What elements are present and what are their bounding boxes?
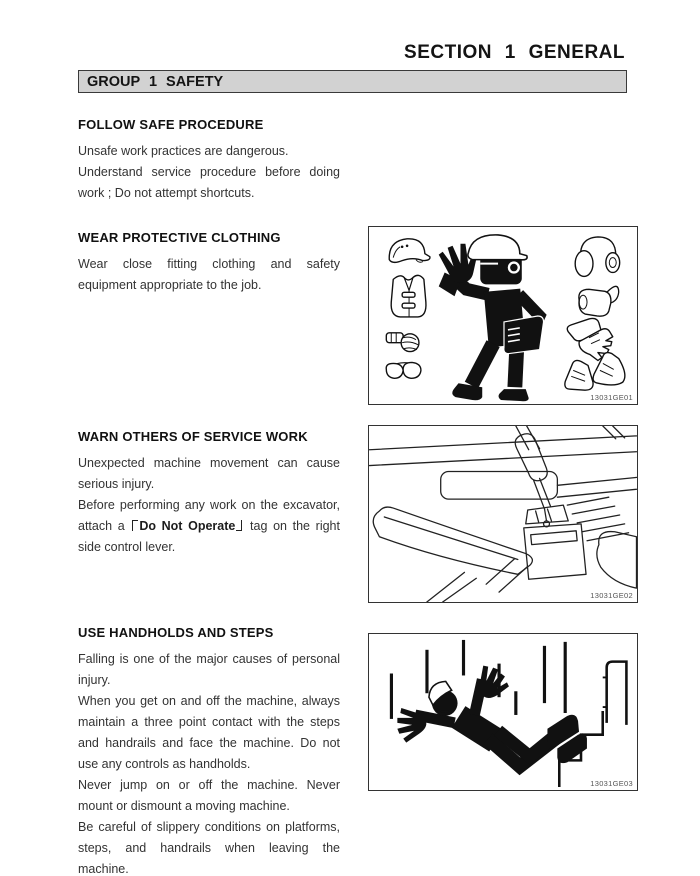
- section-heading: FOLLOW SAFE PROCEDURE: [78, 117, 264, 132]
- protective-clothing-illustration: [369, 227, 637, 404]
- section-body: [78, 141, 340, 204]
- hard-hat-icon: [389, 239, 430, 263]
- do-not-operate-tag: [524, 509, 586, 579]
- control-lever-illustration: [369, 426, 637, 602]
- safety-vest-icon: [391, 275, 426, 317]
- corner-bracket-close: [236, 520, 242, 531]
- section-heading: USE HANDHOLDS AND STEPS: [78, 625, 274, 640]
- text-before-tag: Before performing any work on the excavator, attach a: [78, 498, 340, 533]
- section-heading: WARN OTHERS OF SERVICE WORK: [78, 429, 308, 444]
- group-title: GROUP 1 SAFETY: [87, 73, 224, 90]
- paragraph-with-tag: [78, 495, 340, 558]
- section-heading: WEAR PROTECTIVE CLOTHING: [78, 230, 281, 245]
- paragraph: Be careful of slippery conditions on platforms, steps, and handrails when leaving the machine.: [78, 820, 340, 876]
- joystick-lever: [515, 434, 568, 524]
- figure-protective-clothing: [368, 226, 638, 405]
- section-wear-protective-clothing: [78, 230, 340, 296]
- dust-mask-icon: [579, 286, 619, 316]
- figure-code: 13031GE03: [587, 779, 633, 788]
- paragraph: Understand service procedure before doing work ; Do not attempt shortcuts.: [78, 165, 340, 200]
- earmuffs-icon: [575, 237, 619, 277]
- corner-bracket-open: [132, 520, 138, 531]
- section-title: SECTION 1 GENERAL: [404, 42, 625, 63]
- do-not-operate-tag-label: Do Not Operate: [139, 519, 236, 533]
- falling-person-illustration: [369, 634, 637, 790]
- paragraph: Falling is one of the major causes of personal injury.: [78, 652, 340, 687]
- armrest-console: [373, 507, 532, 602]
- group-title-bar: [78, 70, 627, 93]
- section-warn-others: [78, 429, 340, 558]
- goggles-icon: [386, 362, 421, 378]
- figure-do-not-operate-tag: [368, 425, 638, 603]
- paragraph: Never jump on or off the machine. Never mount or dismount a moving machine.: [78, 778, 340, 813]
- paragraph: Unexpected machine movement can cause serious injury.: [78, 456, 340, 491]
- paragraph: Wear close fitting clothing and safety equipment appropriate to the job.: [78, 257, 340, 292]
- figure-code: 13031GE02: [587, 591, 633, 600]
- text-after-tag: tag on the right side control lever.: [78, 519, 340, 554]
- paragraph: Unsafe work practices are dangerous.: [78, 144, 289, 158]
- section-body: [78, 453, 340, 558]
- section-body: [78, 649, 340, 876]
- figure-falling-person: [368, 633, 638, 791]
- ear-plugs-icon: [386, 333, 419, 352]
- paragraph: When you get on and off the machine, always maintain a three point contact with the steps and handrails and face the machine. Do not use any controls as handholds.: [78, 694, 340, 771]
- figure-code: 13031GE01: [587, 393, 633, 402]
- section-body: [78, 254, 340, 296]
- section-use-handholds: [78, 625, 340, 876]
- worker-figure: [439, 235, 544, 401]
- section-follow-safe-procedure: [78, 117, 340, 204]
- cab-interior-lines: [370, 426, 637, 499]
- seat-base: [597, 532, 637, 589]
